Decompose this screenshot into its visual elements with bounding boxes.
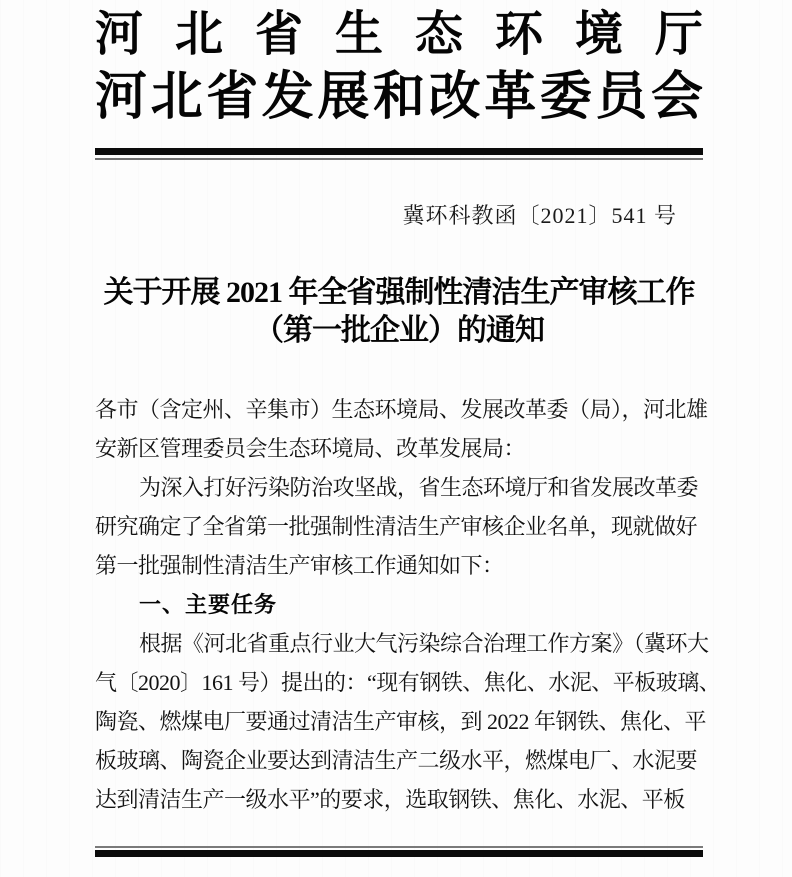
paragraph-2-line-4: 板玻璃、陶瓷企业要达到清洁生产二级水平，燃煤电厂、水泥要 xyxy=(95,748,698,773)
paragraph-1-line-2: 研究确定了全省第一批强制性清洁生产审核企业名单，现就做好 xyxy=(95,514,698,539)
footer-divider-thin-line xyxy=(95,846,703,848)
section-heading-main-tasks: 一、主要任务 xyxy=(139,592,278,617)
letterhead-divider-thin-line xyxy=(95,158,703,160)
footer-divider-thick-line xyxy=(95,850,703,857)
agency-name-line2: 河北省发展和改革委员会 xyxy=(95,69,703,126)
paragraph-2-line-5: 达到清洁生产一级水平”的要求，选取钢铁、焦化、水泥、平板 xyxy=(95,787,685,812)
paragraph-2-line-2: 气〔2020〕161 号）提出的：“现有钢铁、焦化、水泥、平板玻璃、 xyxy=(95,670,721,695)
document-title-line2: （第一批企业）的通知 xyxy=(254,314,544,347)
document-body xyxy=(95,390,721,819)
document-content xyxy=(95,0,721,819)
document-title xyxy=(95,274,703,350)
recipient-line-1: 各市（含定州、辛集市）生态环境局、发展改革委（局），河北雄 xyxy=(95,397,708,422)
letterhead-divider xyxy=(95,148,703,160)
footer-divider xyxy=(95,846,703,857)
letterhead-divider-thick-line xyxy=(95,148,703,155)
paragraph-2-line-3: 陶瓷、燃煤电厂要通过清洁生产审核，到 2022 年钢铁、焦化、平 xyxy=(95,709,707,734)
document-title-line1: 关于开展 2021 年全省强制性清洁生产审核工作 xyxy=(103,276,695,309)
recipient-line-2: 安新区管理委员会生态环境局、改革发展局： xyxy=(95,436,526,461)
letterhead xyxy=(95,0,703,131)
document-number: 冀环科教函〔2021〕541 号 xyxy=(402,203,677,228)
paragraph-2-line-1: 根据《河北省重点行业大气污染综合治理工作方案》（冀环大 xyxy=(139,631,709,656)
paragraph-1-line-3: 第一批强制性清洁生产审核工作通知如下： xyxy=(95,553,504,578)
agency-name-line1: 河北省生态环境厅 xyxy=(95,8,703,61)
paragraph-1-line-1: 为深入打好污染防治攻坚战，省生态环境厅和省发展改革委 xyxy=(139,475,699,500)
